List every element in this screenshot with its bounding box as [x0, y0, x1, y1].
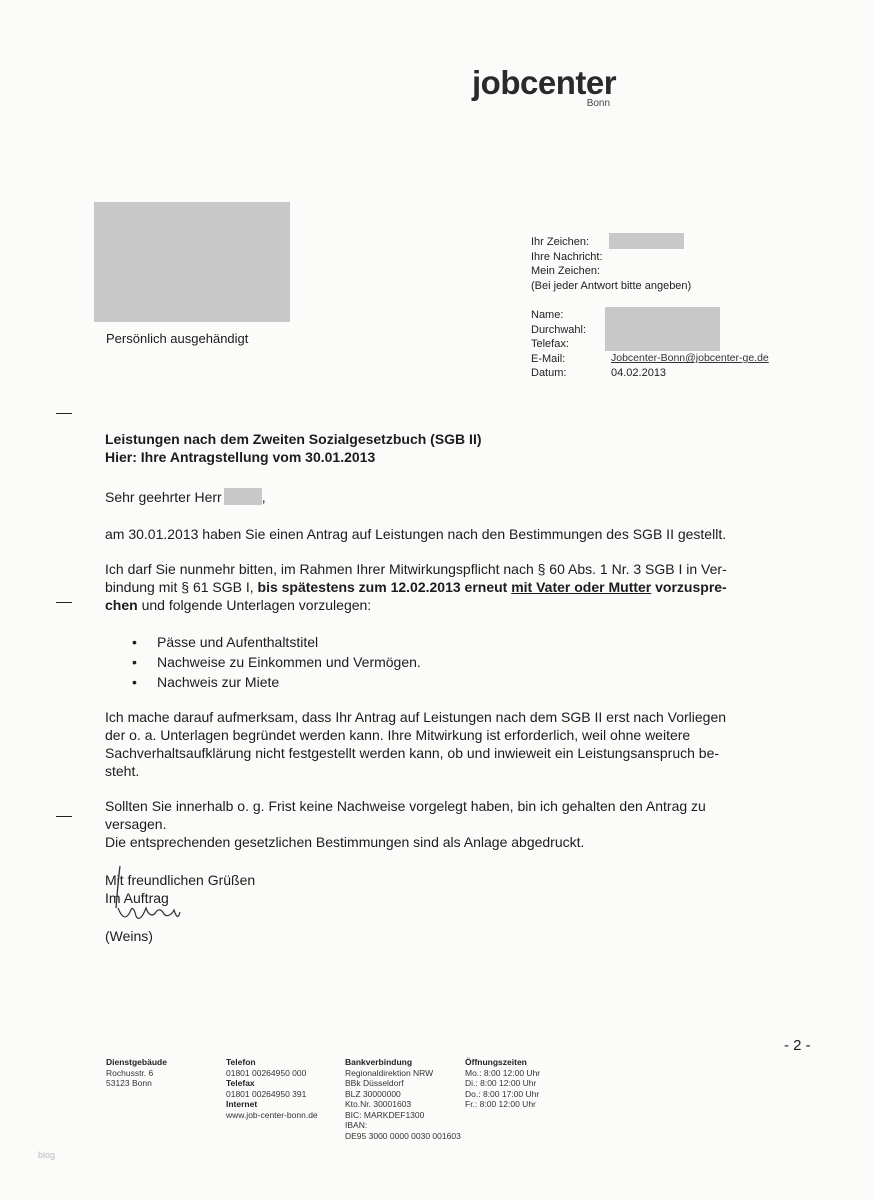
paragraph-2-line-3	[105, 596, 810, 614]
ihr-zeichen-label: Ihr Zeichen:	[531, 236, 590, 248]
footer-office	[106, 1057, 167, 1089]
footer-hours	[465, 1057, 540, 1110]
subject-line-1: Leistungen nach dem Zweiten Sozialgesetzbuch (SGB II)	[105, 431, 482, 447]
paragraph-2	[105, 560, 810, 614]
footer-office-title: Dienstgebäude	[106, 1057, 167, 1067]
name-label: Name:	[531, 309, 564, 321]
footer-fax-title: Telefax	[226, 1078, 255, 1088]
footer-office-street: Rochusstr. 6	[106, 1067, 154, 1078]
paragraph-3	[105, 708, 810, 780]
paragraph-1: am 30.01.2013 haben Sie einen Antrag auf Leistungen nach den Bestimmungen des SGB II gestellt.	[105, 526, 727, 542]
p2-text-d: vorzuspre-	[651, 579, 727, 595]
footer-bank-2: BBk Düsseldorf	[345, 1078, 404, 1088]
subject	[105, 430, 482, 466]
mein-zeichen-label: Mein Zeichen:	[531, 265, 601, 277]
paragraph-3-line-4: steht.	[105, 763, 140, 779]
paragraph-4-line-1: Sollten Sie innerhalb o. g. Frist keine Nachweise vorgelegt haben, bin ich gehalten den Antrag zu	[105, 798, 706, 814]
datum-label: Datum:	[531, 367, 567, 379]
recipient-name-redacted	[224, 488, 262, 505]
footer-office-city: 53123 Bonn	[106, 1078, 152, 1088]
footer-hours-2: Di.: 8:00 12:00 Uhr	[465, 1078, 537, 1088]
paragraph-3-line-3: Sachverhaltsaufklärung nicht festgestellt werden kann, ob und inwieweit ein Leistungsanspruch be-	[105, 745, 720, 761]
footer-bank	[345, 1057, 461, 1141]
salutation-text: Sehr geehrter Herr	[105, 489, 222, 505]
footer-bank-7: DE95 3000 0000 0030 001603	[345, 1130, 461, 1141]
closing-greeting: Mit freundlichen Grüßen	[105, 872, 256, 888]
recipient-address-redacted	[94, 202, 290, 322]
footer-hours-1: Mo.: 8:00 12:00 Uhr	[465, 1067, 541, 1078]
footer-bank-title: Bankverbindung	[345, 1057, 413, 1067]
paragraph-2-line-2	[105, 578, 810, 596]
ihre-nachricht-label: Ihre Nachricht:	[531, 250, 603, 263]
salutation	[105, 488, 266, 506]
footer-bank-5: BIC: MARKDEF1300	[345, 1109, 425, 1120]
closing-on-behalf: Im Auftrag	[105, 890, 169, 906]
reference-hint: (Bei jeder Antwort bitte angeben)	[531, 279, 692, 292]
subject-line-2: Hier: Ihre Antragstellung vom 30.01.2013	[105, 449, 376, 465]
contact-redacted	[605, 307, 720, 351]
paragraph-3-line-1: Ich mache darauf aufmerksam, dass Ihr Antrag auf Leistungen nach dem SGB II erst nach Vorliegen	[105, 709, 727, 725]
footer-phone-title: Telefon	[226, 1057, 256, 1067]
footer-fax: 01801 00264950 391	[226, 1088, 307, 1099]
page-number: - 2 -	[784, 1037, 811, 1054]
footer-contact	[226, 1057, 318, 1120]
paragraph-3-line-2: der o. a. Unterlagen begründet werden kann. Ihre Mitwirkung ist erforderlich, weil ohne weitere	[105, 727, 691, 743]
ihr-zeichen-redacted	[609, 233, 684, 249]
email-link[interactable]: Jobcenter-Bonn@jobcenter-ge.de	[611, 352, 769, 364]
footer-bank-3: BLZ 30000000	[345, 1088, 401, 1099]
p2-deadline: bis spätestens zum 12.02.2013 erneut	[257, 579, 512, 595]
list-item: • Pässe und Aufenthaltstitel	[105, 632, 421, 652]
fold-mark-bottom	[56, 816, 72, 817]
footer-bank-4: Kto.Nr. 30001603	[345, 1099, 412, 1109]
jobcenter-logo	[472, 66, 616, 109]
footer-phone: 01801 00264950 000	[226, 1067, 307, 1078]
paragraph-4-line-2: versagen.	[105, 816, 167, 832]
contact-block	[531, 308, 586, 381]
p2-text-f: und folgende Unterlagen vorzulegen:	[137, 597, 372, 613]
paragraph-5: Die entsprechenden gesetzlichen Bestimmungen sind als Anlage abgedruckt.	[105, 834, 585, 850]
footer-bank-1: Regionaldirektion NRW	[345, 1067, 434, 1078]
durchwahl-label: Durchwahl:	[531, 323, 587, 336]
watermark: blog	[38, 1150, 56, 1160]
delivery-note: Persönlich ausgehändigt	[106, 331, 249, 346]
p2-parent-note: mit Vater oder Mutter	[511, 579, 652, 595]
datum-value: 04.02.2013	[611, 367, 667, 379]
document-list	[105, 632, 421, 692]
email-label: E-Mail:	[531, 352, 566, 365]
fold-mark-middle	[56, 602, 72, 603]
paragraph-2-line-1: Ich darf Sie nunmehr bitten, im Rahmen Ihrer Mitwirkungspflicht nach § 60 Abs. 1 Nr. 3 SGB I in Ver-	[105, 561, 727, 577]
fold-mark-top	[56, 413, 72, 414]
signer-name: (Weins)	[105, 928, 153, 944]
salutation-comma: ,	[261, 489, 266, 505]
telefax-label: Telefax:	[531, 338, 569, 350]
footer-hours-title: Öffnungszeiten	[465, 1057, 527, 1067]
list-item: • Nachweis zur Miete	[105, 672, 421, 692]
footer-website-link[interactable]: www.job-center-bonn.de	[226, 1109, 318, 1120]
handwritten-signature	[104, 862, 194, 932]
footer-internet-title: Internet	[226, 1099, 258, 1109]
logo-wordmark: jobcenter	[472, 64, 617, 101]
footer-hours-3: Do.: 8:00 17:00 Uhr	[465, 1088, 540, 1099]
p2-text-e: chen	[105, 597, 138, 613]
p2-text-a: bindung mit § 61 SGB I,	[105, 579, 258, 595]
list-item: • Nachweise zu Einkommen und Vermögen.	[105, 652, 421, 672]
footer-bank-6: IBAN:	[345, 1120, 368, 1130]
paragraph-4	[105, 797, 810, 851]
footer-hours-4: Fr.: 8:00 12:00 Uhr	[465, 1099, 536, 1109]
logo-city: Bonn	[586, 98, 611, 109]
